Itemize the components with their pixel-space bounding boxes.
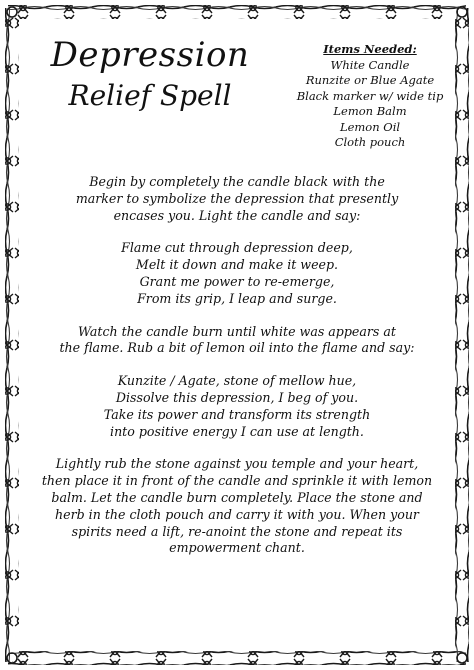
items-needed-block [290,42,450,151]
text-line: Take its power and transform its strength [103,406,371,422]
list-item: Runzite or Blue Agate [305,73,435,87]
spell-page [24,24,450,646]
text-line: Melt it down and make it weep. [135,257,339,273]
text-line: Lightly rub the stone against you temple and your heart, [55,456,419,472]
list-item: Lemon Oil [339,119,401,134]
text-line: Dissolve this depression, I beg of you. [115,389,359,405]
chant-verse-1 [36,240,438,307]
list-item: White Candle [330,57,410,72]
page-subtitle: Relief Spell [68,79,232,112]
text-line: Grant me power to re-emerge, [139,273,335,289]
text-line: spirits need a lift, re-anoint the stone and repeat its [71,523,403,539]
text-line: Flame cut through depression deep, [121,240,353,256]
items-needed-heading: Items Needed: [323,42,417,56]
text-line: marker to symbolize the depression that presently [75,190,399,206]
text-line: Kunzite / Agate, stone of mellow hue, [117,373,357,389]
text-line: Watch the candle burn until white was appears at [78,323,396,339]
text-line: into positive energy I can use at length. [110,423,364,439]
text-line: Begin by completely the candle black with the [89,174,385,189]
instruction-paragraph-1 [36,174,438,224]
instruction-paragraph-3 [36,456,438,557]
items-needed-list [290,58,450,151]
list-item: Lemon Balm [333,104,407,118]
text-line: From its grip, I leap and surge. [137,290,337,306]
instruction-paragraph-2 [36,324,438,358]
text-line: herb in the cloth pouch and carry it with you. When your [55,506,419,522]
text-line: balm. Let the candle burn completely. Place the stone and [51,489,423,505]
text-line: the flame. Rub a bit of lemon oil into the flame and say: [59,340,415,356]
chant-verse-2 [36,373,438,440]
text-line: then place it in front of the candle and sprinkle it with lemon [41,473,433,489]
title-block [50,34,250,114]
text-line: empowerment chant. [169,540,305,556]
list-item: Black marker w/ wide tip [296,88,444,103]
page-title: Depression [50,35,250,75]
text-line: encases you. Light the candle and say: [113,207,361,223]
spell-instructions [36,174,438,573]
list-item: Cloth pouch [334,135,406,149]
